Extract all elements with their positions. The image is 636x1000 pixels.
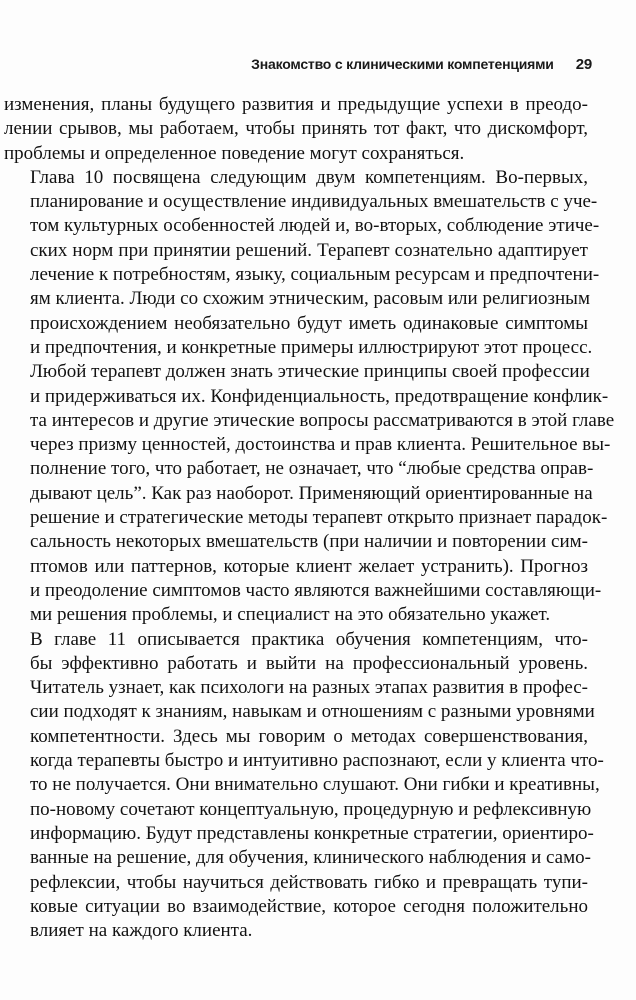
text-line: влияет на каждого клиента. <box>30 920 253 942</box>
text-line: проблемы и определенное поведение могут сохраняться. <box>4 142 465 164</box>
running-head <box>0 56 592 73</box>
text-line: через призму ценностей, достоинства и прав клиента. Решительное вы- <box>30 434 611 456</box>
running-head-title: Знакомство с клиническими компетенциями <box>251 56 554 72</box>
text-line: информацию. Будут представлены конкретные стратегии, ориентиро- <box>30 822 594 844</box>
text-line: бы эффективно работать и выйти на профессиональный уровень. <box>30 652 588 674</box>
text-line: Глава 10 посвящена следующим двум компетенциям. Во-первых, <box>30 166 588 188</box>
text-line: ям клиента. Люди со схожим этническим, расовым или религиозным <box>30 288 590 310</box>
text-line: ванные на решение, для обучения, клинического наблюдения и само- <box>30 847 591 869</box>
text-line: В главе 11 описывается практика обучения компетенциям, что- <box>30 628 588 650</box>
text-line: дывают цель”. Как раз наоборот. Применяющий ориентированные на <box>30 482 593 504</box>
text-line: решение и стратегические методы терапевт открыто признает парадок- <box>30 507 608 529</box>
page-number: 29 <box>575 56 592 73</box>
text-line: и предпочтения, и конкретные примеры иллюстрируют этот процесс. <box>30 336 593 358</box>
text-line: ми решения проблемы, и специалист на это обязательно укажет. <box>30 604 551 626</box>
text-line: и преодоление симптомов часто являются важнейшими составляющи- <box>30 579 602 601</box>
text-line: лечение к потребностям, языку, социальным ресурсам и предпочтени- <box>30 264 600 286</box>
text-line: та интересов и другие этические вопросы рассматриваются в этой главе <box>30 409 615 431</box>
paragraph <box>4 628 604 944</box>
text-line: Любой терапевт должен знать этические принципы своей профессии <box>30 361 590 383</box>
text-line: происхождением необязательно будут иметь одинаковые симптомы <box>30 312 588 334</box>
paragraph <box>4 93 588 166</box>
paragraph <box>4 166 615 628</box>
text-line: Читатель узнает, как психологи на разных этапах развития в профес- <box>30 677 588 699</box>
text-line: полнение того, что работает, не означает, что “любые средства оправ- <box>30 458 594 480</box>
text-line: лении срывов, мы работаем, чтобы принять тот факт, что дискомфорт, <box>4 118 588 140</box>
text-line: рефлексии, чтобы научиться действовать гибко и превращать тупи- <box>30 871 588 893</box>
text-line: птомов или паттернов, которые клиент желает устранить). Прогноз <box>30 555 588 577</box>
text-line: и придерживаться их. Конфиденциальность, предотвращение конфлик- <box>30 385 609 407</box>
text-line: том культурных особенностей людей и, во-вторых, соблюдение этиче- <box>30 215 600 237</box>
text-line: компетентности. Здесь мы говорим о методах совершенствования, <box>30 725 588 747</box>
text-line: сальность некоторых вмешательств (при наличии и повторении сим- <box>30 531 588 553</box>
body-text <box>4 93 615 943</box>
text-line: сии подходят к знаниям, навыкам и отношениям с разными уровнями <box>30 701 595 723</box>
text-line: ковые ситуации во взаимодействие, которое сегодня положительно <box>30 895 588 917</box>
text-line: планирование и осуществление индивидуальных вмешательств с уче- <box>30 191 598 213</box>
text-line: когда терапевты быстро и интуитивно распознают, если у клиента что- <box>30 750 604 772</box>
text-line: изменения, планы будущего развития и предыдущие успехи в преодо- <box>4 94 588 115</box>
text-line: по-новому сочетают концептуальную, процедурную и рефлексивную <box>30 798 592 820</box>
text-line: то не получается. Они внимательно слушают. Они гибки и креативны, <box>30 774 600 796</box>
text-line: ских норм при принятии решений. Терапевт сознательно адаптирует <box>30 239 588 261</box>
